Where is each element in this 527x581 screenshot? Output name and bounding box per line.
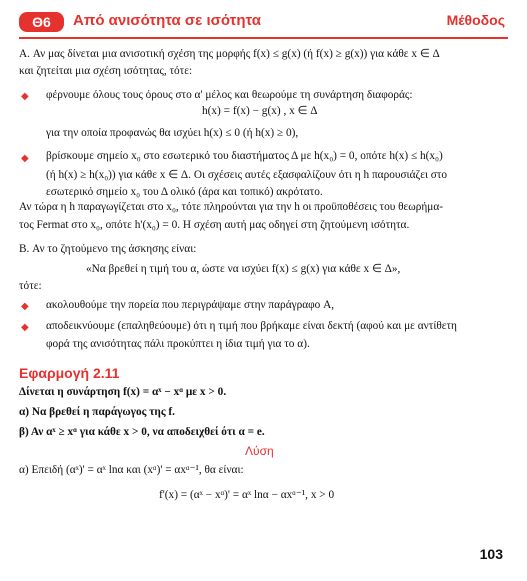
bullet-icon: ◆ [21,301,29,312]
solution-formula: f'(x) = (αˣ − xᵅ)' = αˣ lnα − αxᵅ⁻¹, x > 0 [159,489,335,501]
page-number: 103 [479,546,503,562]
question-a: α) Να βρεθεί η παράγωγος της f. [19,406,175,418]
question-b: β) Αν αˣ ≥ xᵅ για κάθε x > 0, να αποδειχθεί ότι α = e. [19,426,265,438]
part-a-bullet-2-line-1: βρίσκουμε σημείο x₀ στο εσωτερικό του διαστήματος Δ με h(x₀) = 0, οπότε h(x) ≤ h(x₀) [46,150,443,162]
part-a-para-1: Αν τώρα η h παραγωγίζεται στο x₀, τότε πληρούνται για την h οι προϋποθέσεις του θεωρήμα- [19,201,444,213]
part-b-quote: «Να βρεθεί η τιμή του α, ώστε να ισχύει f(x) ≤ g(x) για κάθε x ∈ Δ», [86,263,401,275]
section-badge: Θ6 [19,12,64,32]
application-title: Εφαρμογή 2.11 [19,365,120,381]
part-a-bullet-2-line-2: (ή h(x) ≥ h(x₀)) για κάθε x ∈ Δ. Οι σχέσεις αυτές εξασφαλίζουν ότι η h παρουσιάζει στο [46,169,448,181]
section-label: Μέθοδος [446,12,505,28]
part-b-bullet-2-line-2: φορά της ανισότητας πάλι προκύπτει η ίδια τιμή για το α). [46,338,310,350]
part-b-tote: τότε: [19,280,42,292]
part-b-line-1: B. Αν το ζητούμενο της άσκησης είναι: [19,243,197,255]
application-given: Δίνεται η συνάρτηση f(x) = αˣ − xᵅ με x > 0. [19,386,227,398]
part-b-bullet-2-line-1: αποδεικνύουμε (επαληθεύουμε) ότι η τιμή που βρήκαμε είναι δεκτή (αφού και με αντίθετη [46,320,457,332]
part-b-bullet-1: ακολουθούμε την πορεία που περιγράψαμε στην παράγραφο A, [46,299,335,311]
solution-line: α) Επειδή (αˣ)' = αˣ lnα και (xᵅ)' = αxᵅ⁻¹, θα είναι: [19,464,244,476]
part-a-line-2: και ζητείται μια σχέση ισότητας, τότε: [19,65,193,77]
formula-h: h(x) = f(x) − g(x) , x ∈ Δ [202,105,318,117]
page-title: Από ανισότητα σε ισότητα [73,12,261,29]
solution-heading: Λύση [245,444,274,458]
part-a-bullet-2-line-3: εσωτερικό σημείο x₀ του Δ ολικό (άρα και τοπικό) ακρότατο. [46,186,323,198]
part-a-after-1: για την οποία προφανώς θα ισχύει h(x) ≤ 0 (ή h(x) ≥ 0), [46,127,299,139]
bullet-icon: ◆ [21,153,29,164]
bullet-icon: ◆ [21,322,29,333]
part-a-line-1: A. Αν μας δίνεται μια ανισοτική σχέση της μορφής f(x) ≤ g(x) (ή f(x) ≥ g(x)) για κάθε x ∈ Δ [19,48,440,60]
part-a-para-2: τος Fermat στο x₀, οπότε h'(x₀) = 0. Η σχέση αυτή μας οδηγεί στη ζητούμενη ισότητα. [19,219,410,231]
part-a-bullet-1: φέρνουμε όλους τους όρους στο α' μέλος και θεωρούμε τη συνάρτηση διαφοράς: [46,89,413,101]
header-rule [19,37,508,39]
bullet-icon: ◆ [21,91,29,102]
